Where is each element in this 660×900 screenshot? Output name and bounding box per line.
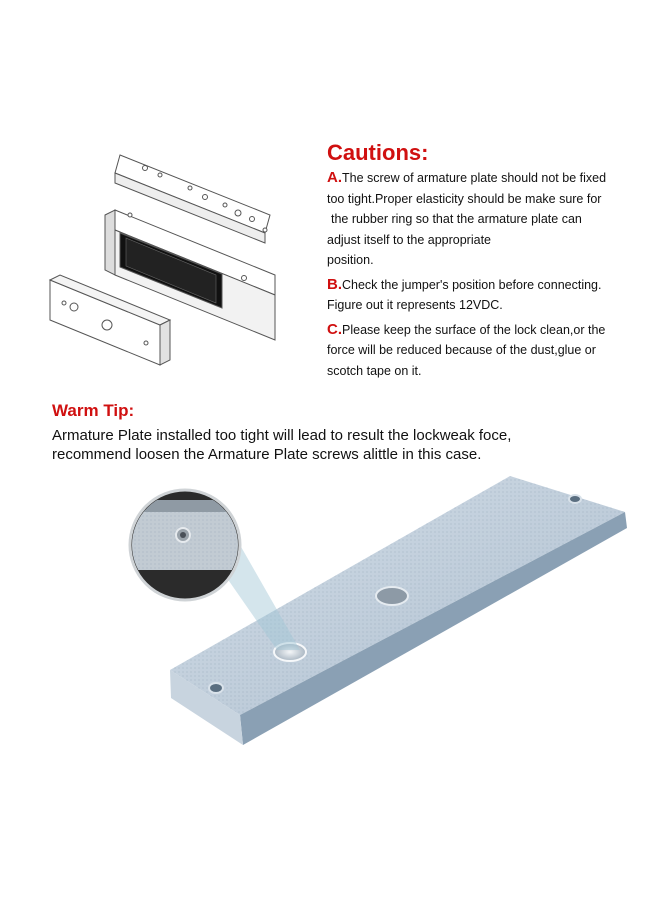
lock-diagram xyxy=(40,145,290,385)
caution-b-line-2: Figure out it represents 12VDC. xyxy=(327,298,503,312)
caution-a-line-1: The screw of armature plate should not be fixed xyxy=(342,171,607,185)
caution-a-line-5: position. xyxy=(327,253,374,267)
warm-tip-title: Warm Tip: xyxy=(52,401,135,420)
caution-c-line-2: force will be reduced because of the dust,glue or xyxy=(327,343,596,357)
cautions-title: Cautions: xyxy=(327,140,429,165)
caution-b-line-1: Check the jumper's position before connecting. xyxy=(342,277,602,292)
caution-item-a xyxy=(327,168,642,271)
caution-letter-c: C. xyxy=(327,320,342,338)
armature-plate-photo xyxy=(125,470,635,760)
caution-a-line-4: adjust itself to the appropriate xyxy=(327,232,491,247)
magnetic-lock-exploded-diagram-icon xyxy=(40,145,290,385)
caution-a-line-3: the rubber ring so that the armature plate can xyxy=(331,212,582,226)
caution-a-line-2: too tight.Proper elasticity should be make sure for xyxy=(327,191,602,206)
caution-item-c xyxy=(327,320,642,382)
cautions-section xyxy=(327,140,642,385)
caution-item-b xyxy=(327,275,642,316)
caution-letter-a: A. xyxy=(327,169,342,186)
warm-tip-line-1: Armature Plate installed too tight will lead to result the lockweak foce, xyxy=(52,427,512,444)
warm-tip-section xyxy=(52,400,632,464)
caution-letter-b: B. xyxy=(327,275,342,293)
center-hole xyxy=(376,587,408,605)
screw-hole-right xyxy=(569,495,581,503)
caution-c-line-1: Please keep the surface of the lock clean,or the xyxy=(342,322,606,337)
armature-plate-photo-icon xyxy=(125,470,635,760)
caution-c-line-3: scotch tape on it. xyxy=(327,363,422,378)
screw-hole-left xyxy=(209,683,223,693)
warm-tip-line-2: recommend loosen the Armature Plate screws alittle in this case. xyxy=(52,446,482,463)
